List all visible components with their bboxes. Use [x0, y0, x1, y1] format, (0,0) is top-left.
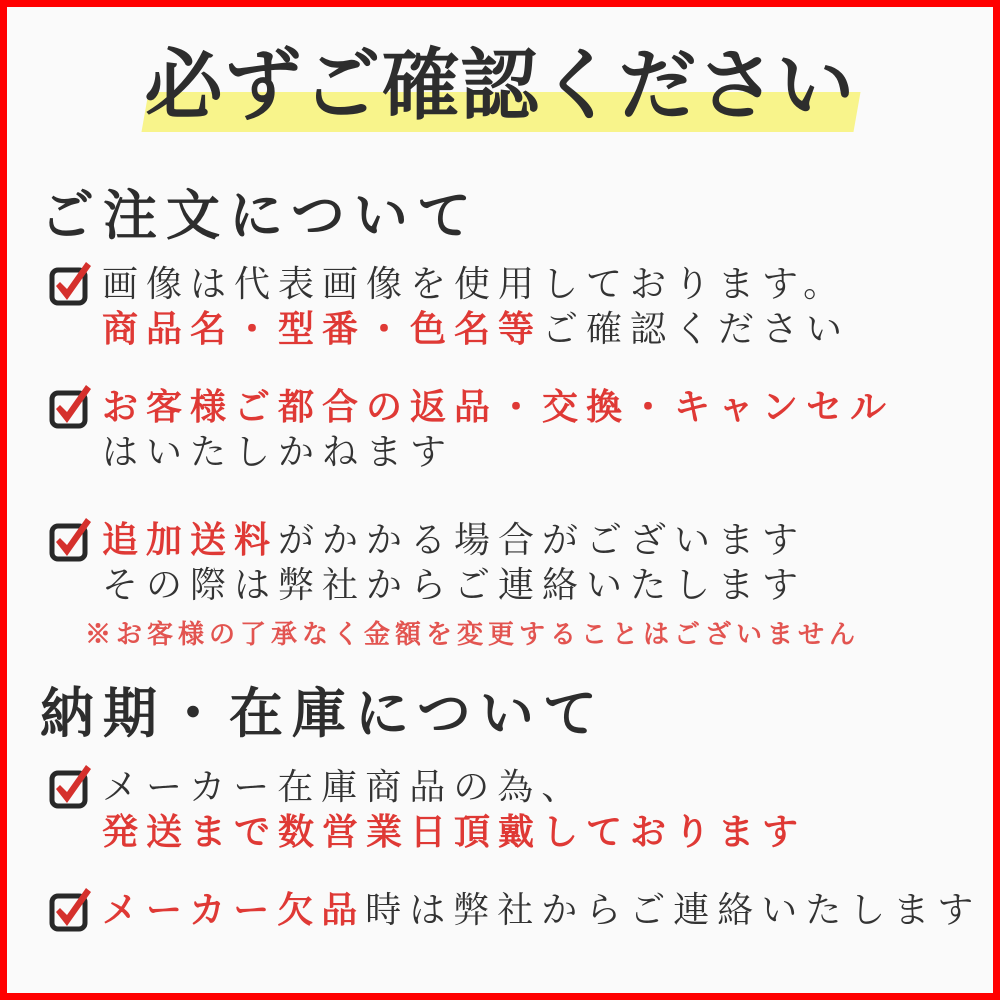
item-line: [102, 888, 982, 933]
checked-checkbox-icon: [48, 514, 94, 562]
section-heading-orders: ご注文について: [40, 183, 480, 247]
item-text: ご確認ください: [542, 309, 851, 350]
item-text-emphasis: 追加送料: [102, 519, 279, 561]
checked-checkbox-icon: [48, 761, 94, 809]
item-text: はいたしかねます: [102, 432, 455, 473]
list-item-representative-image: [48, 262, 978, 352]
checked-checkbox-icon: [48, 884, 94, 932]
price-change-note: ※お客様の了承なく金額を変更することはございません: [85, 620, 861, 650]
item-line: [102, 810, 978, 855]
item-line: [102, 563, 978, 608]
item-line: [102, 765, 978, 810]
checked-checkbox-icon: [48, 381, 94, 429]
checked-checkbox-icon: [48, 258, 94, 306]
item-line: [102, 307, 978, 352]
item-line: [102, 430, 978, 475]
section-heading-delivery: 納期・在庫について: [40, 681, 606, 745]
item-text-emphasis: 発送まで数営業日頂戴しております: [102, 811, 807, 853]
item-text: メーカー在庫商品の為、: [102, 767, 586, 808]
item-line: [102, 262, 978, 307]
list-item-maker-stock: [48, 765, 978, 855]
item-line: [102, 518, 978, 563]
item-text-emphasis: お客様ご都合の返品・交換・キャンセル: [102, 386, 895, 428]
item-text-emphasis: メーカー欠品: [102, 889, 366, 931]
item-line: [102, 385, 978, 430]
item-text: その際は弊社からご連絡いたします: [102, 565, 807, 606]
item-text: がかかる場合がございます: [278, 520, 807, 561]
item-text-emphasis: 商品名・型番・色名等: [102, 308, 543, 350]
page-title: 必ずご確認ください: [144, 40, 856, 131]
list-item-extra-shipping: [48, 518, 978, 608]
list-item-no-returns: [48, 385, 978, 475]
list-item-maker-shortage: [48, 888, 982, 933]
item-text: 画像は代表画像を使用しております。: [102, 264, 848, 305]
item-text: 時は弊社からご連絡いたします: [365, 890, 982, 931]
